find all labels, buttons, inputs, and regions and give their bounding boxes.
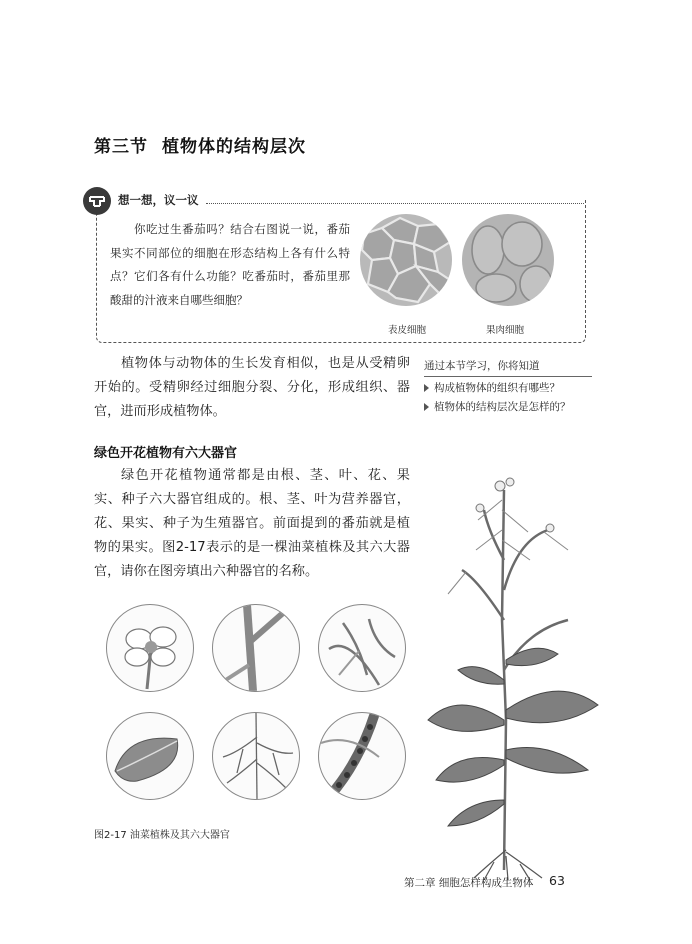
chapter-footer: 第二章 细胞怎样构成生物体 bbox=[404, 877, 534, 889]
section-title bbox=[94, 132, 306, 157]
section-number: 第三节 bbox=[94, 137, 148, 157]
bullet-triangle-icon bbox=[424, 384, 429, 392]
subheading: 绿色开花植物有六大器官 bbox=[94, 446, 238, 461]
intro-paragraph: 植物体与动物体的生长发育相似，也是从受精卵开始的。受精卵经过细胞分裂、分化，形成组织、器官，进而形成植物体。 bbox=[94, 356, 410, 419]
stem-icon bbox=[212, 604, 300, 692]
think-discuss-heading: 想一想，议一议 bbox=[118, 193, 199, 207]
pulp-cell-image bbox=[462, 214, 554, 306]
epidermis-cell-caption: 表皮细胞 bbox=[388, 325, 427, 336]
root-icon bbox=[212, 712, 300, 800]
think-discuss-icon bbox=[82, 186, 112, 216]
page-number: 63 bbox=[549, 873, 565, 888]
leaf-icon bbox=[106, 712, 194, 800]
fruit-pod-icon bbox=[318, 604, 406, 692]
seed-pod-icon bbox=[318, 712, 406, 800]
organs-paragraph: 绿色开花植物通常都是由根、茎、叶、花、果实、种子六大器官组成的。根、茎、叶为营养器官，花、果实、种子为生殖器官。前面提到的番茄就是植物的果实。图2-17表示的是一棵油菜植株及其六大器官，请你在图旁填出六种器官的名称。 bbox=[94, 468, 410, 579]
bullet-triangle-icon bbox=[424, 403, 429, 411]
learning-goals-sidebar bbox=[424, 358, 592, 415]
section-name: 植物体的结构层次 bbox=[162, 137, 306, 157]
flower-icon bbox=[106, 604, 194, 692]
figure-caption: 图2-17 油菜植株及其六大器官 bbox=[94, 830, 230, 841]
rapeseed-plant-illustration bbox=[418, 470, 608, 880]
pulp-cell-caption: 果肉细胞 bbox=[486, 325, 525, 336]
epidermis-cell-image bbox=[360, 214, 452, 306]
think-discuss-text: 你吃过生番茄吗？结合右图说一说，番茄果实不同部位的细胞在形态结构上各有什么特点？它们各有什么功能？吃番茄时，番茄里那酸甜的汁液来自哪些细胞？ bbox=[110, 222, 350, 307]
learning-goal-item: 植物体的结构层次是怎样的？ bbox=[424, 399, 592, 415]
learning-goals-title: 通过本节学习，你将知道 bbox=[424, 358, 592, 377]
think-box-top-border bbox=[206, 203, 584, 204]
learning-goal-item: 构成植物体的组织有哪些？ bbox=[424, 380, 592, 396]
